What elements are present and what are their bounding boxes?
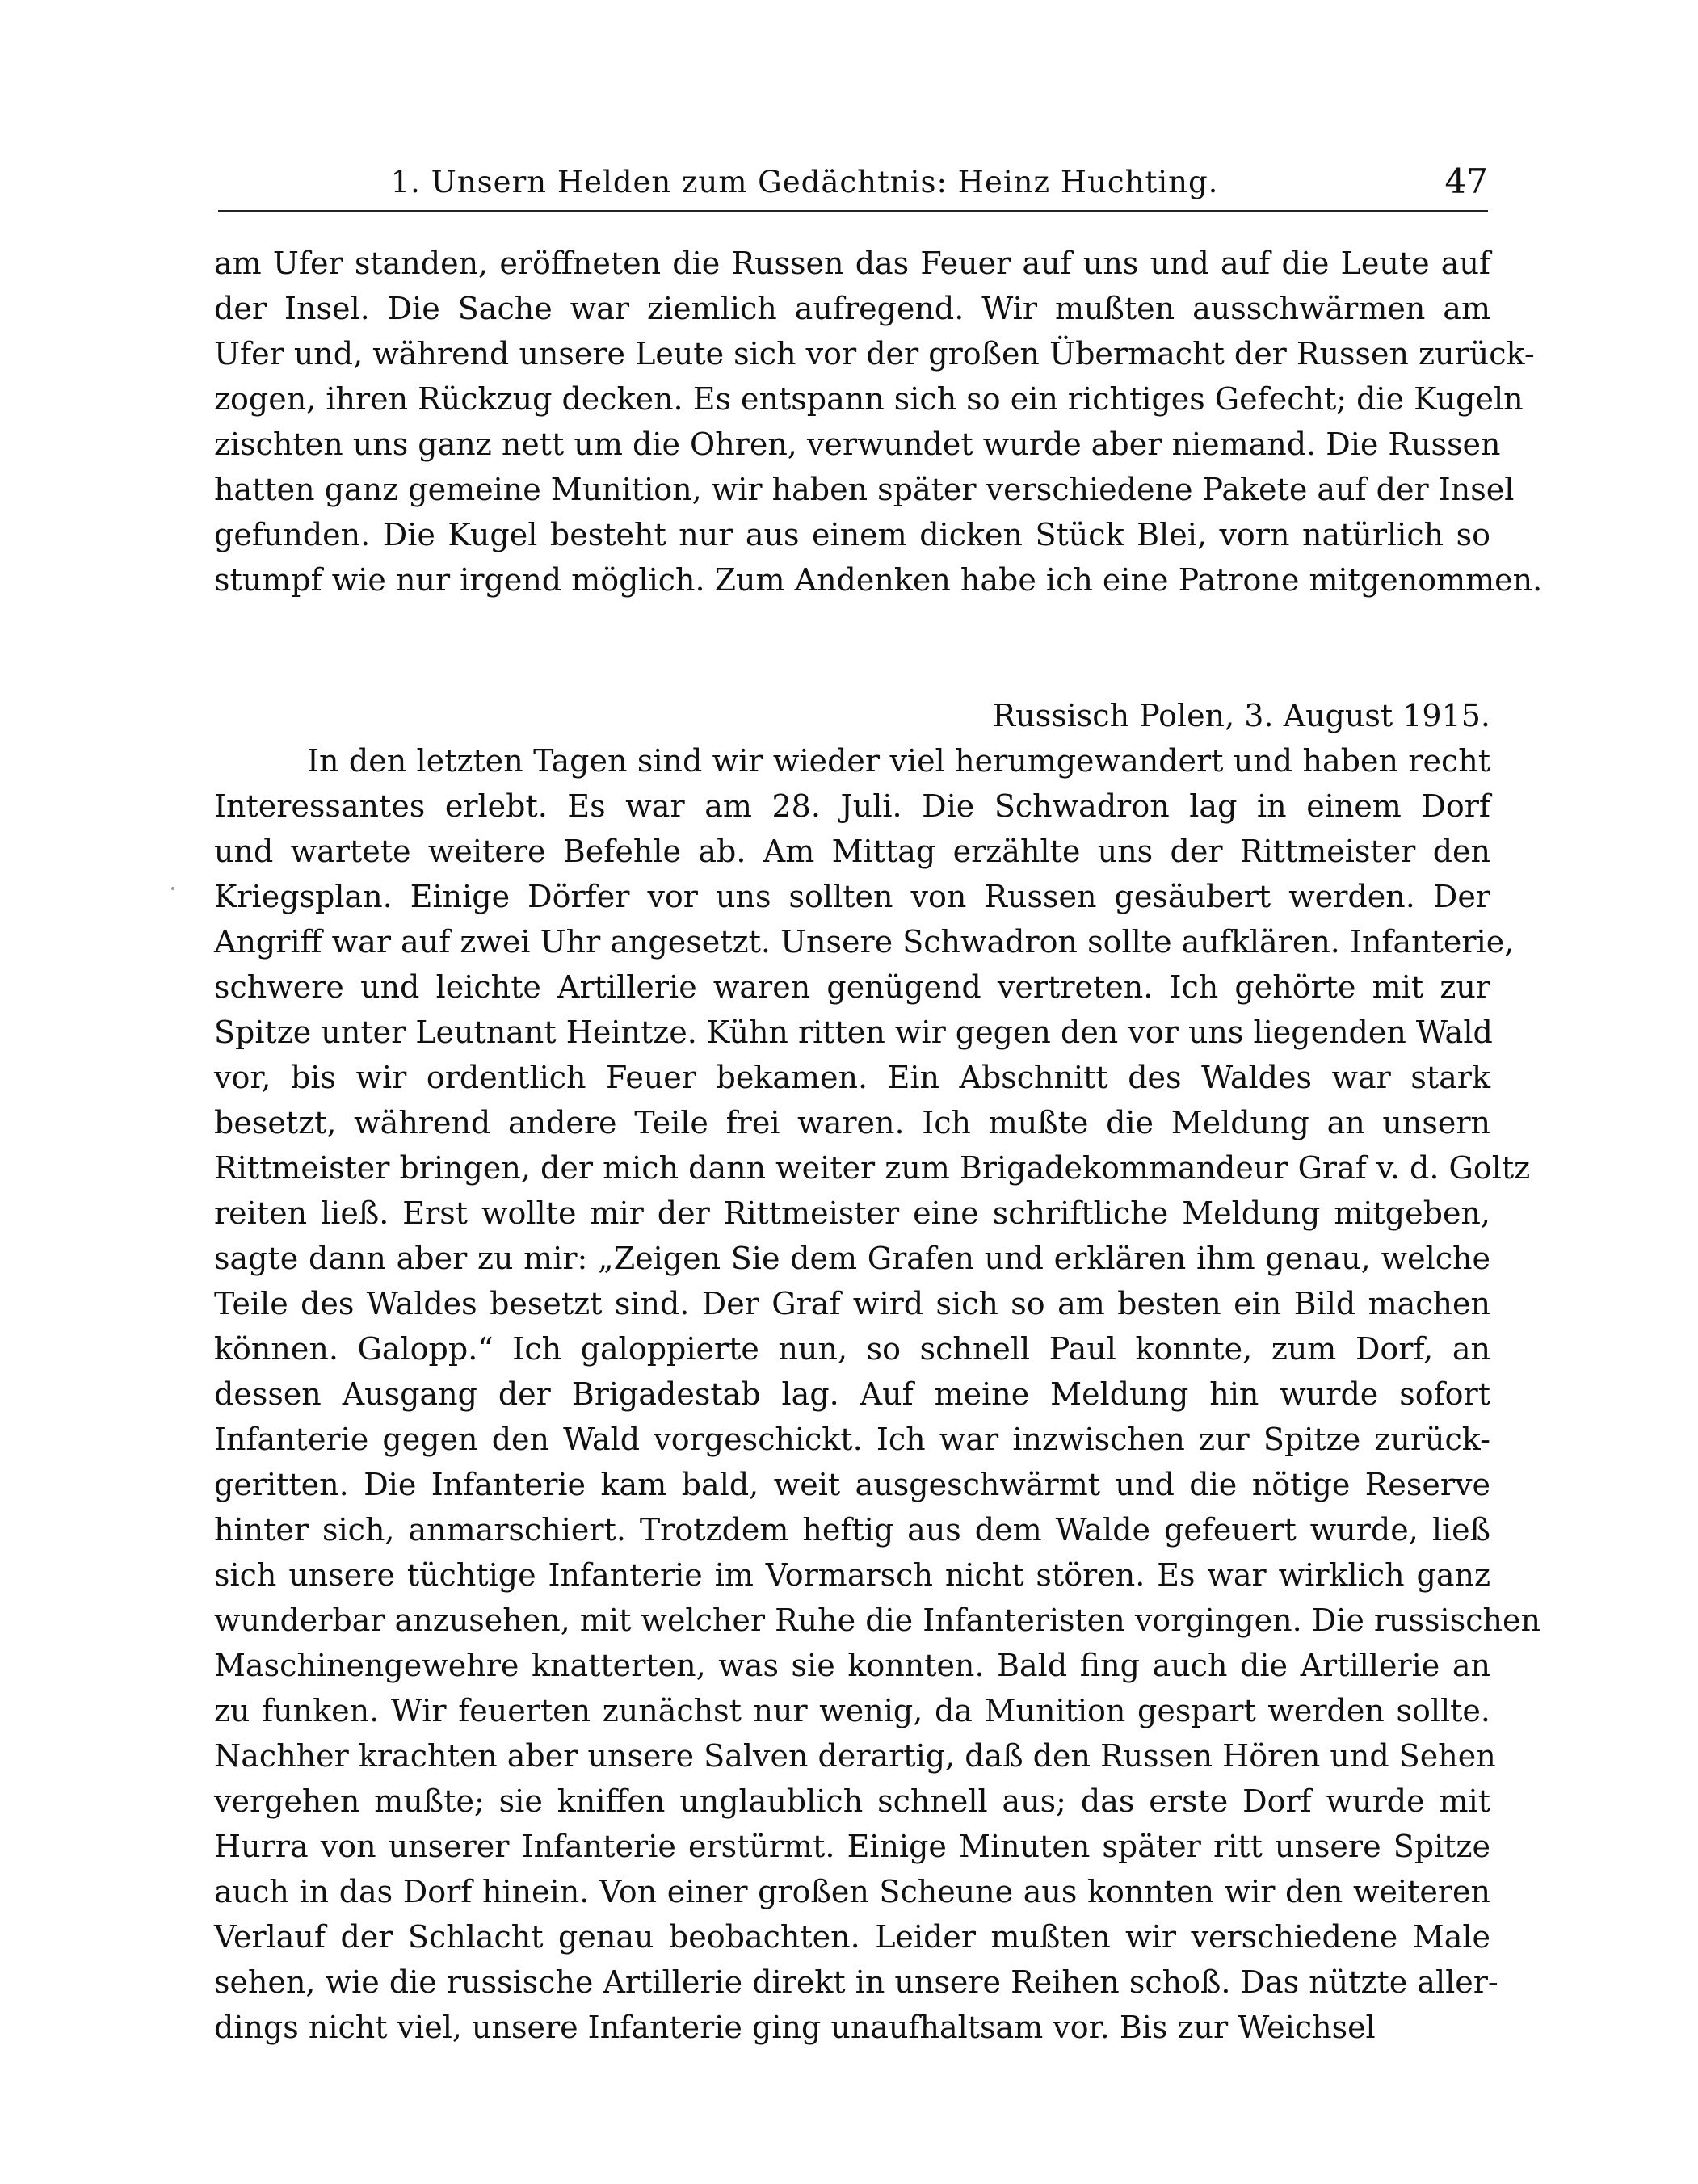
text-line: Interessantes erlebt. Es war am 28. Juli. Die Schwadron lag in einem Dorf <box>214 788 1490 824</box>
text-line: zogen, ihren Rückzug decken. Es entspann sich so ein richtiges Gefecht; die Kugeln <box>214 381 1524 417</box>
text-line: reiten ließ. Erst wollte mir der Rittmeister eine schriftliche Meldung mitgeben, <box>214 1195 1490 1231</box>
text-line: der Insel. Die Sache war ziemlich aufregend. Wir mußten ausschwärmen am <box>214 291 1490 326</box>
text-line: schwere und leichte Artillerie waren genügend vertreten. Ich gehörte mit zur <box>214 969 1490 1005</box>
text-line: geritten. Die Infanterie kam bald, weit ausgeschwärmt und die nötige Reserve <box>214 1467 1490 1502</box>
text-line: Nachher krachten aber unsere Salven derartig, daß den Russen Hören und Sehen <box>214 1738 1496 1774</box>
text-line: hinter sich, anmarschiert. Trotzdem heftig aus dem Walde gefeuert wurde, ließ <box>214 1512 1490 1548</box>
text-line: Rittmeister bringen, der mich dann weiter zum Brigadekommandeur Graf v. d. Goltz <box>214 1150 1531 1186</box>
text-line: Teile des Waldes besetzt sind. Der Graf wird sich so am besten ein Bild machen <box>214 1286 1490 1321</box>
text-line: vor, bis wir ordentlich Feuer bekamen. Ein Abschnitt des Waldes war stark <box>214 1060 1490 1095</box>
letter-paragraph <box>214 738 1540 2050</box>
text-line: zischten uns ganz nett um die Ohren, verwundet wurde aber niemand. Die Russen <box>214 426 1501 462</box>
text-line: und wartete weitere Befehle ab. Am Mittag erzählte uns der Rittmeister den <box>214 834 1490 869</box>
text-line: sehen, wie die russische Artillerie direkt in unsere Reihen schoß. Das nützte aller- <box>214 1964 1498 2000</box>
text-line: vergehen mußte; sie kniffen unglaublich schnell aus; das erste Dorf wurde mit <box>214 1783 1490 1819</box>
text-line: besetzt, während andere Teile frei waren. Ich mußte die Meldung an unsern <box>214 1105 1490 1140</box>
running-title: 1. Unsern Helden zum Gedächtnis: Heinz Huchting. <box>390 165 1219 200</box>
text-line: Maschinengewehre knatterten, was sie konnten. Bald fing auch die Artillerie an <box>214 1648 1490 1683</box>
text-line: am Ufer standen, eröffneten die Russen das Feuer auf uns und auf die Leute auf <box>214 246 1490 281</box>
text-line: können. Galopp.“ Ich galoppierte nun, so schnell Paul konnte, zum Dorf, an <box>214 1331 1490 1367</box>
page-number: 47 <box>1444 162 1488 201</box>
text-line: wunderbar anzusehen, mit welcher Ruhe die Infanteristen vorgingen. Die russischen <box>214 1602 1540 1638</box>
text-line: sich unsere tüchtige Infanterie im Vormarsch nicht stören. Es war wirklich ganz <box>214 1557 1490 1593</box>
text-line: Angriff war auf zwei Uhr angesetzt. Unsere Schwadron sollte aufklären. Infanterie, <box>214 924 1515 960</box>
text-line: In den letzten Tagen sind wir wieder viel herumgewandert und haben recht <box>307 743 1490 779</box>
text-line: dessen Ausgang der Brigadestab lag. Auf meine Meldung hin wurde sofort <box>214 1376 1490 1412</box>
text-line: Verlauf der Schlacht genau beobachten. Leider mußten wir verschiedene Male <box>214 1919 1490 1955</box>
letter-dateline: Russisch Polen, 3. August 1915. <box>992 698 1490 733</box>
paragraph-continued <box>214 241 1543 603</box>
text-line: Hurra von unserer Infanterie erstürmt. Einige Minuten später ritt unsere Spitze <box>214 1829 1490 1864</box>
print-speck <box>171 887 174 890</box>
text-line: sagte dann aber zu mir: „Zeigen Sie dem Grafen und erklären ihm genau, welche <box>214 1241 1490 1276</box>
text-line: stumpf wie nur irgend möglich. Zum Andenken habe ich eine Patrone mitgenommen. <box>214 562 1543 598</box>
text-line: Infanterie gegen den Wald vorgeschickt. Ich war inzwischen zur Spitze zurück- <box>214 1422 1490 1457</box>
text-line: zu funken. Wir feuerten zunächst nur wenig, da Munition gespart werden sollte. <box>214 1693 1490 1728</box>
text-line: gefunden. Die Kugel besteht nur aus einem dicken Stück Blei, vorn natürlich so <box>214 517 1490 552</box>
text-line: Spitze unter Leutnant Heintze. Kühn ritten wir gegen den vor uns liegenden Wald <box>214 1014 1493 1050</box>
text-line: hatten ganz gemeine Munition, wir haben später verschiedene Pakete auf der Insel <box>214 472 1515 507</box>
text-line: dings nicht viel, unsere Infanterie ging unaufhaltsam vor. Bis zur Weichsel <box>214 2010 1376 2045</box>
running-head <box>218 162 1488 212</box>
text-line: auch in das Dorf hinein. Von einer großen Scheune aus konnten wir den weiteren <box>214 1874 1490 1909</box>
text-line: Ufer und, während unsere Leute sich vor der großen Übermacht der Russen zurück- <box>214 336 1535 372</box>
text-line: Kriegsplan. Einige Dörfer vor uns sollten von Russen gesäubert werden. Der <box>214 879 1490 914</box>
